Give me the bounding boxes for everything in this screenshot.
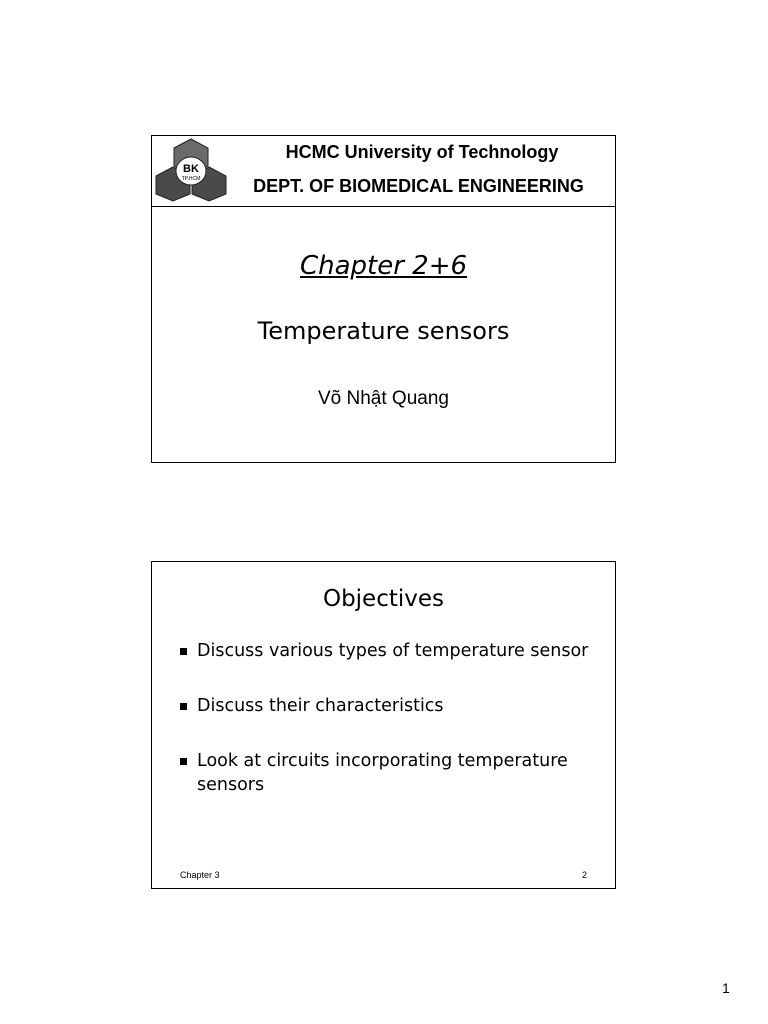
slide-footer-chapter: Chapter 3 xyxy=(180,870,220,880)
list-item-text: Look at circuits incorporating temperature sensors xyxy=(197,751,568,795)
university-logo xyxy=(154,138,228,202)
title-slide xyxy=(151,135,616,463)
list-item xyxy=(180,694,600,718)
square-bullet-icon xyxy=(180,648,187,655)
objectives-title: Objectives xyxy=(322,586,445,612)
list-item xyxy=(180,749,600,797)
list-item-text: Discuss their characteristics xyxy=(197,696,444,716)
square-bullet-icon xyxy=(180,758,187,765)
objectives-slide xyxy=(151,561,616,889)
logo-text: BK xyxy=(183,163,199,175)
list-item xyxy=(180,639,600,663)
slide-header xyxy=(152,136,615,207)
department-name: DEPT. OF BIOMEDICAL ENGINEERING xyxy=(253,176,584,196)
logo-subtext: TP.HCM xyxy=(181,176,201,182)
page-number: 1 xyxy=(722,980,730,996)
chapter-heading: Chapter 2+6 xyxy=(299,251,468,281)
university-name: HCMC University of Technology xyxy=(285,142,559,162)
list-item-text: Discuss various types of temperature sensor xyxy=(197,641,589,661)
slide-title: Temperature sensors xyxy=(257,317,510,345)
square-bullet-icon xyxy=(180,703,187,710)
objectives-list xyxy=(180,639,600,797)
slide-footer-number: 2 xyxy=(581,870,587,880)
author-name: Võ Nhật Quang xyxy=(318,388,449,409)
